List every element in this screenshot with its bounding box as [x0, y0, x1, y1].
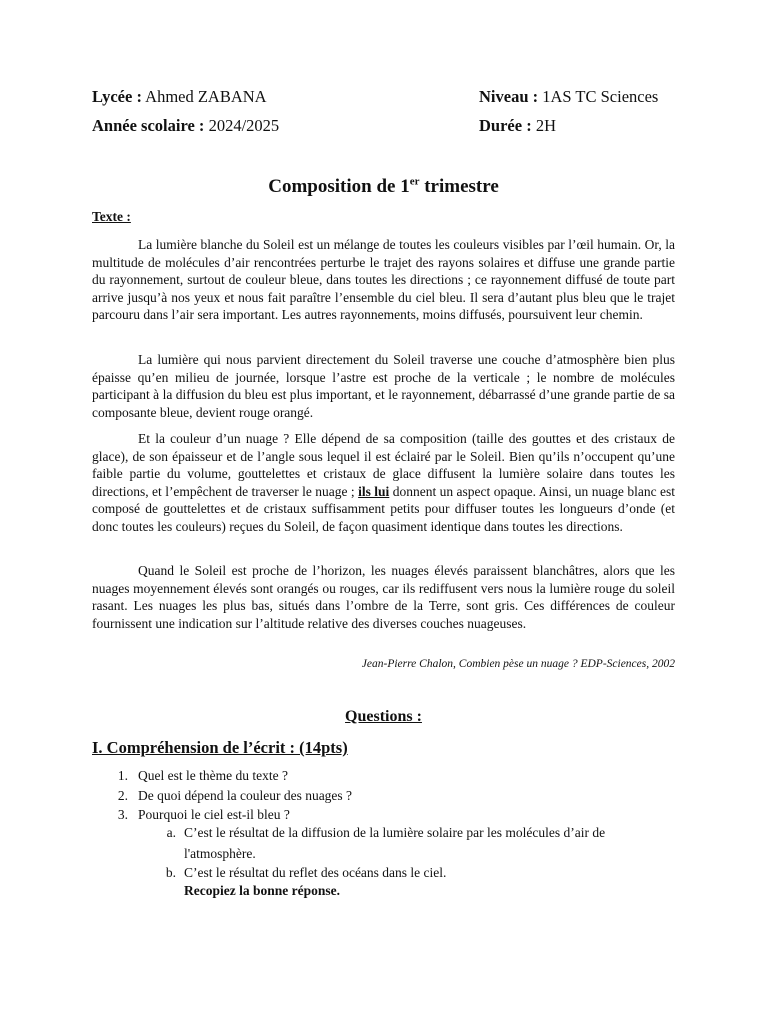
option-text: C’est le résultat du reflet des océans dans le ciel. [184, 865, 447, 880]
header-niveau [479, 87, 658, 107]
source-citation: Jean-Pierre Chalon, Combien pèse un nuage ? EDP-Sciences, 2002 [361, 658, 675, 670]
option-letter: a. [166, 825, 176, 840]
question-text: Quel est le thème du texte ? [138, 768, 288, 783]
option-letter: b. [165, 865, 176, 880]
annee-value: 2024/2025 [208, 116, 280, 135]
paragraph-2: La lumière qui nous parvient directement du Soleil traverse une couche d’atmosphère bien plus épaisse qu’en milieu de journée, lorsque l’astre est proche de la verticale ; le nombre de molécules participant à la diffusion du bleu est plus important, et le rayonnement, débarrassé d’une grande partie de sa composante bleue, devient rouge orangé. [92, 352, 675, 420]
title-rest: trimestre [419, 176, 499, 197]
annee-label: Année scolaire : [92, 116, 205, 135]
page-title [92, 176, 675, 198]
paragraph-4: Quand le Soleil est proche de l’horizon, les nuages élevés paraissent blanchâtres, alors que les nuages moyennement élevés sont orangés ou rouges, car ils rediffusent vers nous la lumière rouge du soleil rasant. Les nuages les plus bas, situés dans l’ombre de la Terre, sont gris. Ces différences de couleur fournissent une indication sur l’altitude relative des diverses couches nuageuses. [92, 563, 675, 631]
paragraph-3 [92, 430, 675, 536]
niveau-value: 1AS TC Sciences [542, 87, 659, 106]
question-number: 1. [117, 768, 128, 783]
title-main: Composition de 1 [268, 176, 410, 197]
duree-label: Durée : [479, 116, 532, 135]
duree-value: 2H [535, 116, 556, 135]
option-text: C’est le résultat de la diffusion de la lumière solaire par les molécules d’air de l'atmosphère. [184, 825, 606, 861]
question-text: Pourquoi le ciel est-il bleu ? [138, 807, 290, 822]
header-annee [92, 116, 279, 136]
instruction: Recopiez la bonne réponse. [184, 883, 340, 898]
highlighted-words: ils lui [358, 483, 390, 499]
lycee-value: Ahmed ZABANA [145, 87, 267, 106]
texte-label: Texte : [92, 209, 131, 224]
title-superscript: er [409, 175, 420, 188]
paragraph-3-end: donnent un aspect opaque. Ainsi, un nuage blanc est composé de gouttelettes et de cristaux suffisamment petits pour diffuser toutes les longueurs d’onde (et donc toutes les couleurs) reçues du Soleil, de façon quasiment identique dans toutes les directions. [92, 483, 675, 534]
niveau-label: Niveau : [479, 87, 539, 106]
header-lycee [92, 87, 267, 107]
section-title: I. Compréhension de l’écrit : (14pts) [92, 738, 348, 757]
questions-title: Questions : [345, 708, 422, 725]
paragraph-3-start: Et la couleur d’un nuage ? Elle dépend de sa composition (taille des gouttes et des cristaux de glace), de son épaisseur et de l’angle sous lequel il est éclairé par le Soleil. Bien qu’ils n’occupent qu’une faible partie du volume, gouttelettes et cristaux de glace diffusent la lumière solaire dans toutes les directions, et l’empêchent de traverser le nuage ; [92, 431, 675, 499]
question-text: De quoi dépend la couleur des nuages ? [138, 788, 353, 803]
lycee-label: Lycée : [92, 87, 142, 106]
paragraph-1: La lumière blanche du Soleil est un mélange de toutes les couleurs visibles par l’œil humain. Or, la multitude de molécules d’air rencontrées perturbe le trajet des rayons solaires et diffuse une grande partie du rayonnement, surtout de couleur bleue, dans toutes les directions ; ce rayonnement diffusé de toute part arrive jusqu’à nos yeux et nous fait paraître l’ensemble du ciel bleu. Il sera d’autant plus bleu que le trajet parcouru dans l’air sera important. Les autres rayonnements, moins diffusés, poursuivent leur chemin. [92, 237, 675, 323]
question-number: 3. [117, 807, 128, 822]
question-number: 2. [117, 788, 128, 803]
header-duree [479, 116, 556, 136]
